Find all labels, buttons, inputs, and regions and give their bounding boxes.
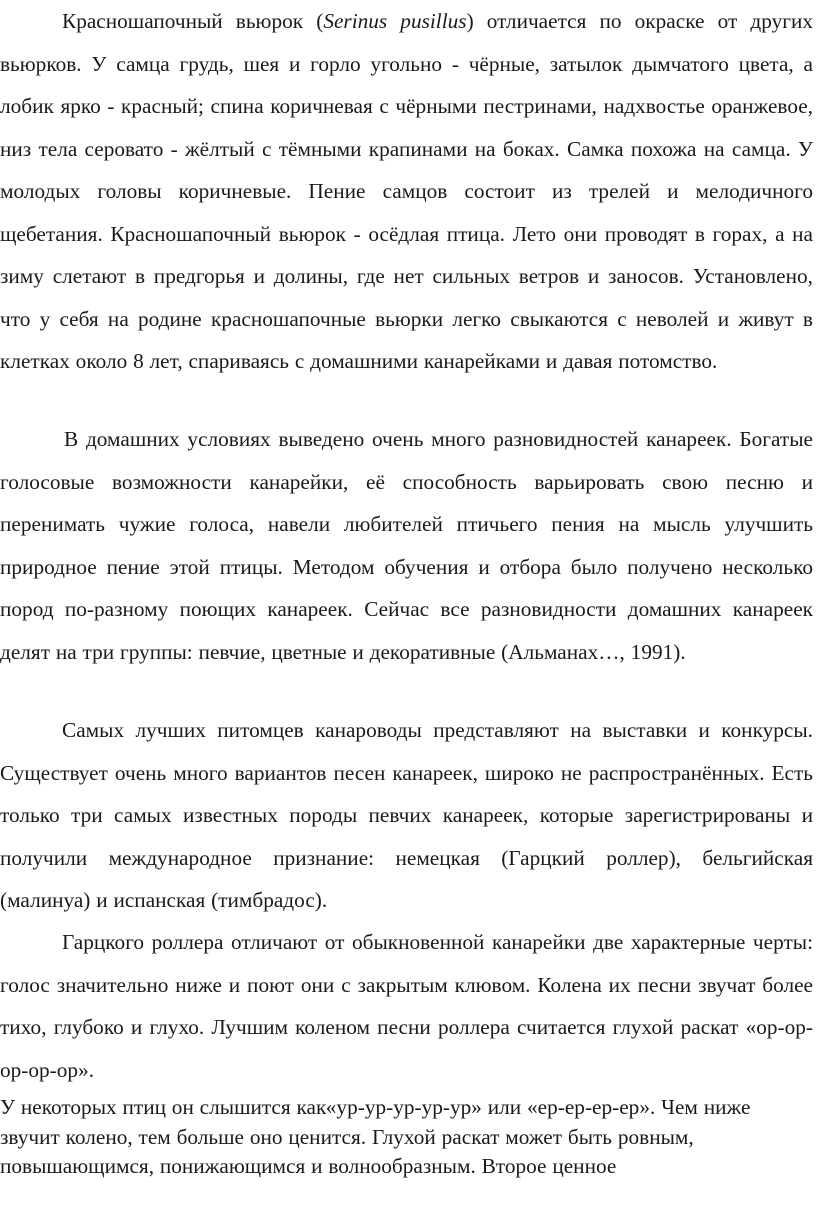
- paragraph-1-intro: Красношапочный вьюрок (: [62, 9, 324, 33]
- paragraph-domestic-varieties: В домашних условиях выведено очень много разновидностей канареек. Богатые голосовые возможности канарейки, её способность варьировать свою песню и перенимать чужие голоса, навели любителей птичьего пения на мысль улучшить природное пение этой птицы. Методом обучения и отбора было получено несколько пород по-разному поющих канареек. Сейчас все разновидности домашних канареек делят на три группы: певчие, цветные и декоративные (Альманах…, 1991).: [0, 427, 813, 664]
- paragraph-song-breeds: Самых лучших питомцев канароводы представляют на выставки и конкурсы. Существует очень много вариантов песен канареек, широко не распространённых. Есть только три самых известных породы певчих канареек, которые зарегистрированы и получили международное признание: немецкая (Гарцкий роллер), бельгийская (малинуа) и испанская (тимбрадос).: [0, 718, 813, 912]
- paragraph-1-body: ) отличается по окраске от других вьюрков. У самца грудь, шея и горло угольно - чёрные, затылок дымчатого цвета, а лобик ярко - красный; спина коричневая с чёрными пестринами, надхвостье оранжевое, низ тела серовато - жёлтый с тёмными крапинами на боках. Самка похожа на самца. У молодых головы коричневые. Пение самцов состоит из трелей и мелодичного щебетания. Красношапочный вьюрок - осёдлая птица. Лето они проводят в горах, а на зиму слетают в предгорья и долины, где нет сильных ветров и заносов. Установлено, что у себя на родине красношапочные вьюрки легко свыкаются с неволей и живут в клетках около 8 лет, спариваясь с домашними канарейками и давая потомство.: [0, 9, 813, 373]
- species-latin-name: Serinus pusillus: [323, 9, 467, 33]
- paragraph-harz-roller: Гарцкого роллера отличают от обыкновенной канарейки две характерные черты: голос значительно ниже и поют они с закрытым клювом. Колена их песни звучат более тихо, глубоко и глухо. Лучшим коленом песни роллера считается глухой раскат «ор-ор-ор-ор-ор».: [0, 930, 813, 1082]
- paragraph-red-capped-serin: [0, 0, 813, 383]
- paragraph-roll-variants: У некоторых птиц он слышится как«ур-ур-ур-ур-ур» или «ер-ер-ер-ер». Чем ниже звучит колено, тем больше оно ценится. Глухой раскат может быть ровным, повышающимся, понижающимся и волнообразным. Второе ценное: [0, 1095, 751, 1178]
